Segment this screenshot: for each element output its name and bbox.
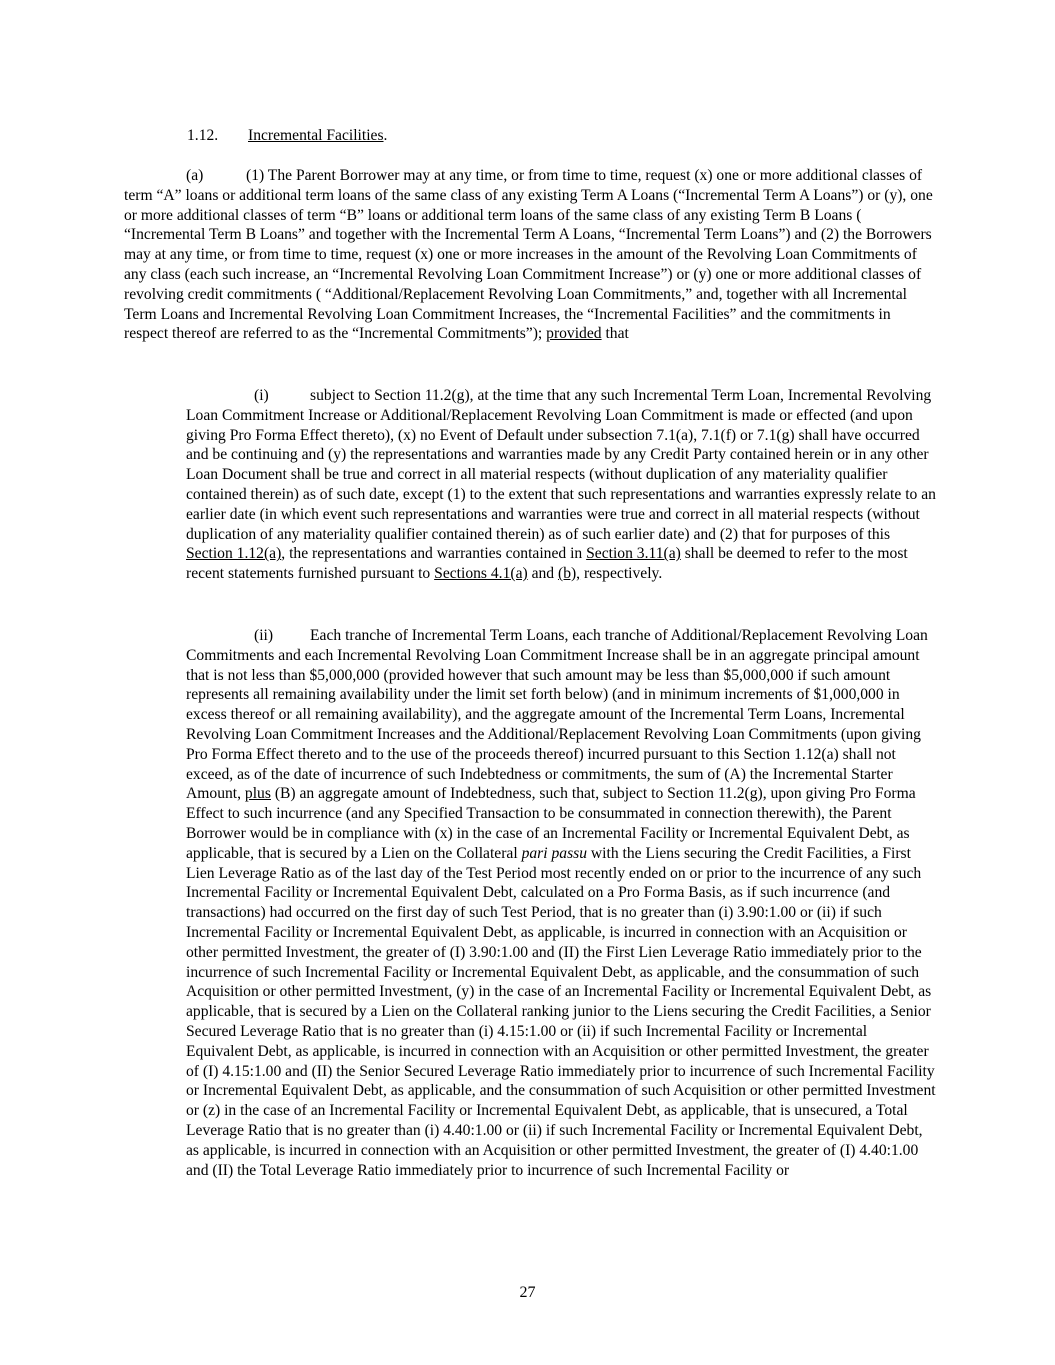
paragraph-a-text: (1) The Parent Borrower may at any time, or from time to time, request (x) one or more additional classes of term “A” loans or additional term loans of the same class of any existing Term A Loans (“Incremental Term A Loans”) or (y), one or more additional classes of term “B” loans or additional term loans of the same class of any existing Term B Loans ( “Incremental Term B Loans” and together with the Incremental Term A Loans, “Incremental Term Loans”) and (2) the Borrowers may at any time, or from time to time, request (x) one or more increases in the amount of the Revolving Loan Commitments of any class (each such increase, an “Incremental Revolving Loan Commitment Increase”) or (y) one or more additional classes of revolving credit commitments ( “Additional/Replacement Revolving Loan Commitments,” and, together with all Incremental Term Loans and Incremental Revolving Loan Commitment Increases, the “Incremental Facilities” and the commitments in respect thereof are referred to as the “Incremental Commitments”); xyxy=(124,167,933,343)
section-reference: Sections 4.1(a) xyxy=(434,565,528,583)
clause-i xyxy=(186,386,936,584)
clause-i-text-2: , the representations and warranties contained in xyxy=(281,545,587,563)
section-number: 1.12. xyxy=(187,127,219,144)
paragraph-a-text-end: that xyxy=(601,325,629,343)
section-reference: Section 1.12(a) xyxy=(186,545,282,563)
clause-i-text: subject to Section 11.2(g), at the time that any such Incremental Term Loan, Incremental Revolving Loan Commitment Increase or Additional/Replacement Revolving Loan Commitment is made or effected (and upon giving Pro Forma Effect thereto), (x) no Event of Default under subsection 7.1(a), 7.1(f) or 7.1(g) shall have occurred and be continuing and (y) the representations and warranties made by any Credit Party contained herein or in any other Loan Document shall be true and correct in all material respects (without duplication of any materiality qualifier contained therein) as of such date, except (1) to the extent that such representations and warranties expressly relate to an earlier date (in which event such representations and warranties were true and correct in all material respects (without duplication of any materiality qualifier contained therein) as of such earlier date) and (2) that for purposes of this xyxy=(186,387,936,543)
clause-i-text-5: respectively. xyxy=(580,565,663,583)
page-number: 27 xyxy=(519,1284,536,1301)
paragraph-a xyxy=(124,166,936,344)
clause-i-text-3: shall be deemed to refer to the most recent statements furnished pursuant to xyxy=(186,545,908,583)
plus-term: plus xyxy=(244,785,271,803)
clause-ii-text-3: with the Liens securing the Credit Facilities, a First Lien Leverage Ratio as of the last day of the Test Period most recently ended on or prior to the incurrence of any such Incremental Facility or Incremental Equivalent Debt, calculated on a Pro Forma Basis, as if such incurrence (and transactions) had occurred on the first day of such Test Period, that is no greater than (i) 3.90:1.00 or (ii) if such Incremental Facility or Incremental Equivalent Debt, as applicable, is incurred in connection with an Acquisition or other permitted Investment, the greater of (I) 3.90:1.00 and (II) the First Lien Leverage Ratio immediately prior to the incurrence of such Incremental Facility or Incremental Equivalent Debt, as applicable, and the consummation of such Acquisition or other permitted Investment, (y) in the case of an Incremental Facility or Incremental Equivalent Debt, as applicable, that is secured by a Lien on the Collateral ranking junior to the Liens securing the Credit Facilities, a Senior Secured Leverage Ratio that is no greater than (i) 4.15:1.00 or (ii) if such Incremental Facility or Incremental Equivalent Debt, as applicable, is incurred in connection with an Acquisition or other permitted Investment, the greater of (I) 4.15:1.00 and (II) the Senior Secured Leverage Ratio immediately prior to incurrence of such Incremental Facility or Incremental Equivalent Debt, as applicable, and the consummation of such Acquisition or other permitted Investment or (z) in the case of an Incremental Facility or Incremental Equivalent Debt, as applicable, that is unsecured, a Total Leverage Ratio that is no greater than (i) 4.40:1.00 or (ii) if such Incremental Facility or Incremental Equivalent Debt, as applicable, is incurred in connection with an Acquisition or other permitted Investment, the greater of (I) 4.40:1.00 and (II) the Total Leverage Ratio immediately prior to incurrence of such Incremental Facility or xyxy=(186,844,936,1179)
section-title: Incremental Facilities xyxy=(248,127,384,144)
paragraph-a-label: (a) xyxy=(186,167,204,184)
provided-term: provided xyxy=(546,325,602,343)
clause-ii-label: (ii) xyxy=(254,627,274,644)
clause-i-text-4: and xyxy=(527,565,558,583)
pari-passu-term: pari passu xyxy=(521,844,587,862)
clause-ii xyxy=(186,626,936,1180)
clause-i-label: (i) xyxy=(254,387,269,404)
clause-ii-text-2: (B) an aggregate amount of Indebtedness, such that, subject to Section 11.2(g), upon giving Pro Forma Effect to such incurrence (and any Specified Transaction to be consummated in connection therewith), the Parent Borrower would be in compliance with (x) in the case of an Incremental Facility or Incremental Equivalent Debt, as applicable, that is secured by a Lien on the Collateral xyxy=(186,785,916,862)
section-heading xyxy=(187,126,387,146)
section-title-period: . xyxy=(383,127,388,144)
clause-ii-text: Each tranche of Incremental Term Loans, each tranche of Additional/Replacement Revolving Loan Commitments and each Incremental Revolving Loan Commitment Increase shall be in an aggregate principal amount that is not less than $5,000,000 (provided however that such amount may be less than $5,000,000 if such amount represents all remaining availability under the limit set forth below) (and in minimum increments of $1,000,000 in excess thereof or all remaining availability), and the aggregate amount of the Incremental Term Loans, Incremental Revolving Loan Commitment Increases and the Additional/Replacement Revolving Loan Commitments (upon giving Pro Forma Effect thereto and to the use of the proceeds thereof) incurred pursuant to this Section 1.12(a) shall not exceed, as of the date of incurrence of such Indebtedness or commitments, the sum of (A) the Incremental Starter Amount, xyxy=(186,627,928,803)
section-reference: (b), xyxy=(558,565,581,583)
section-reference: Section 3.11(a) xyxy=(586,545,681,563)
